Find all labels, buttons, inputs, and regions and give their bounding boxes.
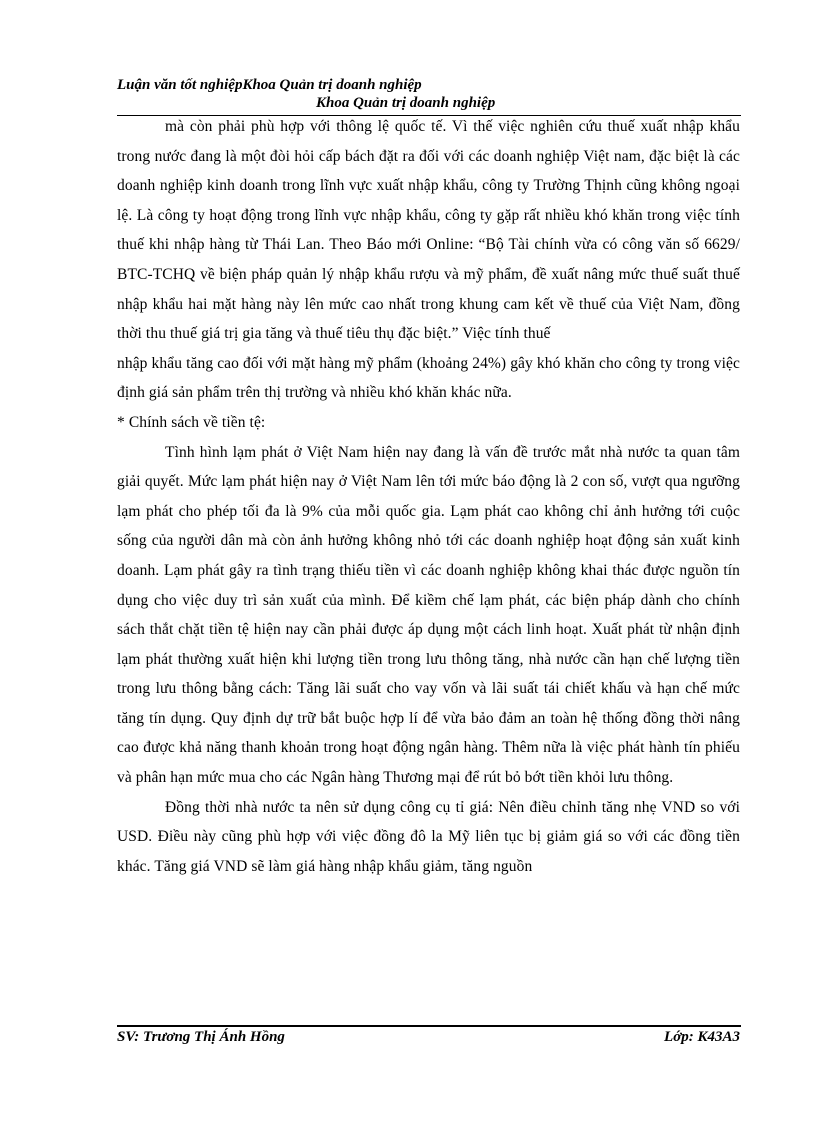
paragraph-2: nhập khẩu tăng cao đối với mặt hàng mỹ phẩm (khoảng 24%) gây khó khăn cho công ty trong việc định giá sản phẩm trên thị trường và nhiều khó khăn khác nữa.: [117, 354, 740, 402]
footer-divider: [117, 1025, 741, 1027]
paragraph-4: Đồng thời nhà nước ta nên sử dụng công cụ tỉ giá: Nên điều chỉnh tăng nhẹ VND so với USD. Điều này cũng phù hợp với việc đồng đô la Mỹ liên tục bị giảm giá so với các đồng tiền khác. Tăng giá VND sẽ làm giá hàng nhập khẩu giảm, tăng nguồn: [117, 798, 740, 875]
paragraph-3: Tình hình lạm phát ở Việt Nam hiện nay đang là vấn đề trước mắt nhà nước ta quan tâm giải quyết. Mức lạm phát hiện nay ở Việt Nam lên tới mức báo động là 2 con số, vượt qua ngưỡng lạm phát cho phép tối đa là 9% của mỗi quốc gia. Lạm phát cao không chỉ ảnh hưởng tới cuộc sống của người dân mà còn ảnh hưởng không nhỏ tới các doanh nghiệp hoạt động sản xuất kinh doanh. Lạm phát gây ra tình trạng thiếu tiền vì các doanh nghiệp không khai thác được nguồn tín dụng cho việc duy trì sản xuất của mình. Để kiềm chế lạm phát, các biện pháp dành cho chính sách thắt chặt tiền tệ hiện nay cần phải được áp dụng một cách linh hoạt. Xuất phát từ nhận định lạm phát thường xuất hiện khi lượng tiền trong lưu thông tăng, nhà nước cần hạn chế lượng tiền trong lưu thông bằng cách: Tăng lãi suất cho vay vốn và lãi suất tái chiết khấu và hạn chế mức tăng tín dụng. Quy định dự trữ bắt buộc hợp lí để vừa bảo đảm an toàn hệ thống đồng thời nâng cao được khả năng thanh khoản trong hoạt động ngân hàng. Thêm nữa là việc phát hành tín phiếu và phân hạn mức mua cho các Ngân hàng Thương mại để rút bỏ bớt tiền khỏi lưu thông.: [117, 443, 740, 787]
header-title-line1: Luận văn tốt nghiệpKhoa Quản trị doanh nghiệp: [117, 77, 422, 93]
footer-class: Lớp: K43A3: [664, 1029, 740, 1045]
section-heading: * Chính sách về tiền tệ:: [117, 413, 266, 431]
paragraph-1: mà còn phải phù hợp với thông lệ quốc tế. Vì thế việc nghiên cứu thuế xuất nhập khẩu trong nước đang là một đòi hỏi cấp bách đặt ra đối với các doanh nghiệp Việt nam, đặc biệt là các doanh nghiệp kinh doanh trong lĩnh vực xuất nhập khẩu, công ty Trường Thịnh cũng không ngoại lệ. Là công ty hoạt động trong lĩnh vực nhập khẩu, công ty gặp rất nhiều khó khăn trong việc tính thuế khi nhập hàng từ Thái Lan. Theo Báo mới Online: “Bộ Tài chính vừa có công văn số 6629/ BTC-TCHQ về biện pháp quản lý nhập khẩu rượu và mỹ phẩm, đề xuất nâng mức thuế suất thuế nhập khẩu hai mặt hàng này lên mức cao nhất trong khung cam kết về thuế của Việt Nam, đồng thời thu thuế giá trị gia tăng và thuế tiêu thụ đặc biệt.” Việc tính thuế: [117, 118, 740, 343]
footer-student-name: SV: Trương Thị Ánh Hồng: [117, 1029, 285, 1045]
document-body: [117, 112, 740, 881]
header-title-line2: Khoa Quản trị doanh nghiệp: [316, 95, 496, 111]
